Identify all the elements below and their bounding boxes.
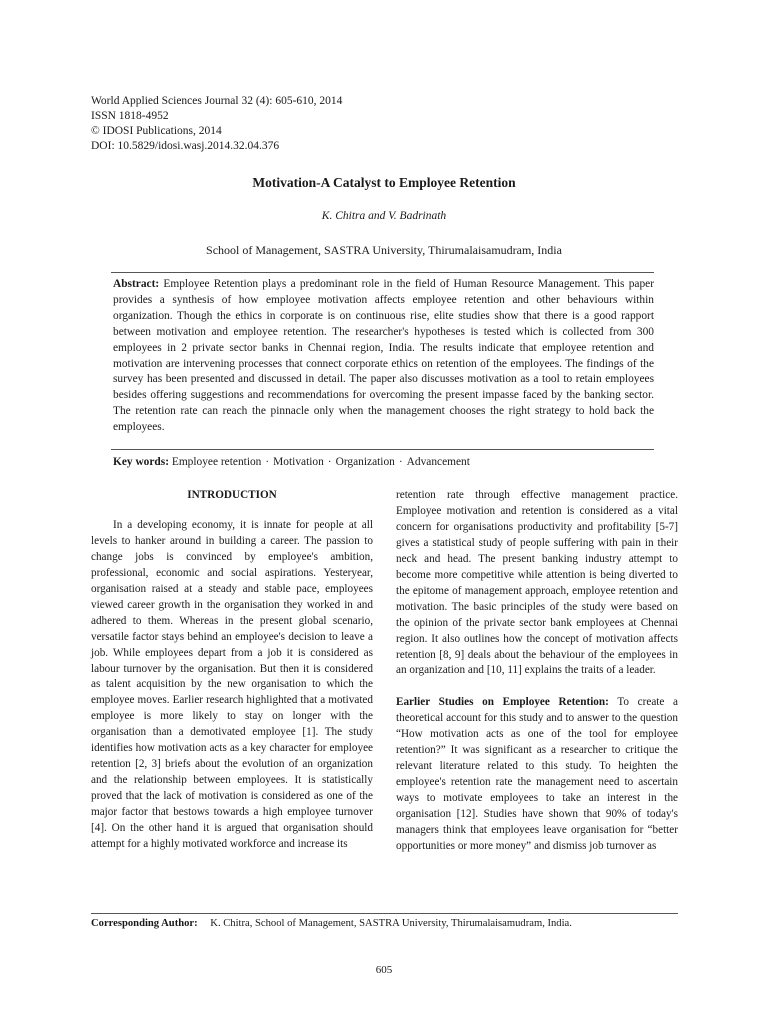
abstract-bottom-rule	[111, 449, 654, 450]
keyword: Organization	[335, 456, 395, 468]
keyword-separator: ·	[265, 456, 270, 468]
corresponding-author-footnote	[91, 918, 572, 929]
issn: ISSN 1818-4952	[91, 110, 169, 122]
keyword: Advancement	[406, 456, 470, 468]
footnote-label: Corresponding Author:	[91, 918, 198, 929]
keyword: Motivation	[273, 456, 324, 468]
intro-paragraph: In a developing economy, it is innate for people at all levels to hanker around in building a career. The passion to change jobs is convinced by employee's ambition, professional, economic and social aspirations. Yesteryear, organisation raised at a steady and stable pace, employees viewed career growth in the organisation they worked in and adhered to them. Whereas in the present global scenario, versatile factor stays behind an employee's decision to leave a job. While employees depart from a job it is considered as labour turnover by the organisation. But then it is considered as talent acquisition by the new organisation to which the employee moves. Earlier research highlighted that a motivated employee is more likely to stay on longer with the organisation than a demotivated employee [1]. The study identifies how motivation acts as a key character for employee retention [2, 3] briefs about the evolution of an organization and the relationship between employees. It is statistically proved that the lack of motivation is considered as one of the major factor that bestows towards a high employee turnover [4]. On the other hand it is argued that organisation should attempt for a highly motivated workforce and increase its	[91, 518, 373, 851]
authors: K. Chitra and V. Badrinath	[321, 210, 447, 222]
right-column	[396, 488, 678, 855]
paper-title: Motivation-A Catalyst to Employee Retention	[252, 175, 516, 190]
abstract	[113, 277, 654, 436]
section-heading-earlier-studies: Earlier Studies on Employee Retention:	[396, 696, 609, 709]
section-heading-introduction: INTRODUCTION	[187, 489, 277, 501]
earlier-studies-paragraph	[396, 695, 678, 855]
abstract-text: Employee Retention plays a predominant role in the field of Human Resource Management. This paper provides a synthesis of how employee motivation affects employee retention and other behaviours within organization. Though the ethics in corporate is on continuous rise, elite studies show that there is a good rapport between motivation and employee retention. The researcher's hypotheses is tested which is collected from 300 employees in 2 private sector banks in Chennai region, India. The results indicate that employee retention and motivation are intervening processes that connect corporate ethics on retention of the employees. The findings of the survey has been presented and discussed in detail. The paper also discusses motivation as a tool to retain employees besides offering suggestions and recommendations for overcoming the present impasse faced by the banking sector. The retention rate can reach the pinnacle only when the management chooses the right strategy to hold back the employees.	[113, 278, 654, 434]
publisher: © IDOSI Publications, 2014	[91, 125, 222, 137]
journal-citation: World Applied Sciences Journal 32 (4): 605-610, 2014	[91, 95, 343, 107]
journal-header	[91, 94, 342, 154]
left-column	[91, 488, 373, 853]
page-number: 605	[375, 964, 393, 976]
keyword-separator: ·	[327, 456, 332, 468]
keyword: Employee retention	[171, 456, 262, 468]
keywords-label: Key words:	[113, 456, 169, 468]
doi: DOI: 10.5829/idosi.wasj.2014.32.04.376	[91, 140, 280, 152]
abstract-label: Abstract:	[113, 278, 160, 290]
keywords	[113, 456, 654, 468]
footnote-rule	[91, 913, 678, 914]
footnote-text: K. Chitra, School of Management, SASTRA University, Thirumalaisamudram, India.	[210, 918, 572, 929]
earlier-studies-text: To create a theoretical account for this study and to answer to the question “How motivation acts as one of the tool for employee retention?” It was significant as a researcher to critique the relevant literature related to this study. To heighten the employee's retention rate the management need to ascertain ways to motivate employees to take an interest in the organisation [12]. Studies have shown that 90% of today's managers think that employees leave organisation for “better opportunities or more money” and dismiss job turnover as	[396, 696, 678, 853]
intro-continuation: retention rate through effective management practice. Employee motivation and retention is considered as a vital concern for organisations productivity and profitability [5-7] gives a statistical study of people suffering with pain in their neck and head. The present banking industry attempt to become more competitive while attention is being diverted to the epitome of management approach, employee retention and motivation. The basic principles of the study were based on the opinion of the private sector bank employees at Chennai region. It also outlines how the concept of motivation affects retention [8, 9] deals about the behaviour of the employees in an organization and [10, 11] explains the traits of a leader.	[396, 489, 678, 677]
abstract-top-rule	[111, 272, 654, 273]
keyword-separator: ·	[398, 456, 403, 468]
affiliation: School of Management, SASTRA University, Thirumalaisamudram, India	[206, 243, 562, 257]
